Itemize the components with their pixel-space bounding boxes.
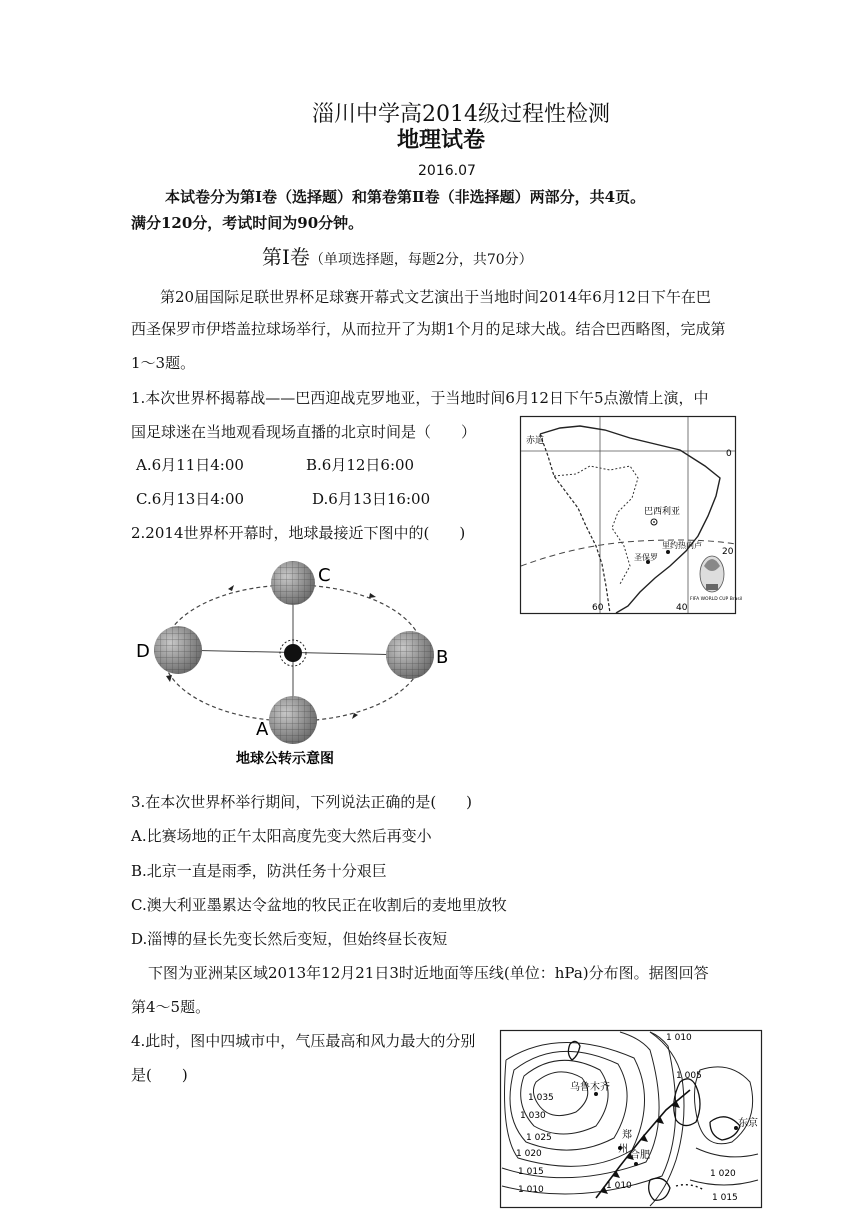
isobar-1020-left: 1 020: [516, 1149, 542, 1159]
orbit-caption: 地球公转示意图: [236, 751, 334, 767]
rio-label: 里约热内卢: [662, 541, 702, 550]
passage2-line-1: 下图为亚洲某区域2013年12月21日3时近地面等压线(单位：hPa)分布图。据图回答: [148, 964, 709, 982]
tokyo-label: 东京: [738, 1118, 758, 1129]
wulumuqi-label: 乌鲁木齐: [570, 1082, 610, 1093]
q3-option-b: B.北京一直是雨季，防洪任务十分艰巨: [131, 862, 387, 880]
earth-d-icon: [154, 626, 202, 674]
orbit-arrow-icon: [228, 585, 234, 591]
q1-stem-line-2: 国足球迷在当地观看现场直播的北京时间是（ ）: [131, 423, 477, 441]
passage2-line-2: 第4～5题。: [131, 998, 211, 1016]
passage1-line-3: 1～3题。: [131, 354, 196, 372]
lon60-label: 60: [592, 603, 604, 613]
earth-b-icon: [386, 631, 434, 679]
q1-option-a: A.6月11日4:00: [136, 456, 244, 474]
q2-stem: 2.2014世界杯开幕时，地球最接近下图中的( ): [131, 524, 466, 542]
q3-option-c: C.澳大利亚墨累达令盆地的牧民正在收割后的麦地里放牧: [131, 896, 507, 914]
isobar-1025: 1 025: [526, 1133, 552, 1143]
intro-line-2: 满分120分，考试时间为90分钟。: [131, 214, 364, 232]
q3-option-d: D.淄博的昼长先变长然后变短，但始终昼长夜短: [131, 930, 448, 948]
lon40-label: 40: [676, 603, 688, 613]
passage1-line-2: 西圣保罗市伊塔盖拉球场举行，从而拉开了为期1个月的足球大战。结合巴西略图，完成第: [131, 320, 726, 338]
earth-a-icon: [269, 696, 317, 744]
label-d: D: [136, 641, 150, 662]
label-a: A: [256, 719, 269, 740]
isobar-1005: 1 005: [676, 1071, 702, 1081]
orbit-arrow-icon: [369, 593, 376, 598]
intro-line-1: 本试卷分为第Ⅰ卷（选择题）和第卷第Ⅱ卷（非选择题）两部分，共4页。: [165, 188, 646, 206]
exam-date: 2016.07: [418, 163, 476, 179]
isobar-1035: 1 035: [528, 1093, 554, 1103]
isobar-map: [500, 1030, 762, 1208]
zero-label: 0: [726, 449, 732, 459]
q3-stem: 3.在本次世界杯举行期间，下列说法正确的是( ): [131, 793, 473, 811]
rio-marker: [666, 550, 670, 554]
q4-stem-line-2: 是( ): [131, 1066, 188, 1084]
brazil-map: [520, 416, 743, 614]
isobar-1020-right: 1 020: [710, 1169, 736, 1179]
q4-stem-line-1: 4.此时，图中四城市中，气压最高和风力最大的分别: [131, 1032, 476, 1050]
isobar-1015-left: 1 015: [518, 1167, 544, 1177]
saopaulo-label: 圣保罗: [634, 553, 658, 562]
section-title: 第Ⅰ卷: [262, 245, 310, 269]
hefei-label: 合肥: [630, 1150, 650, 1161]
zhengzhou-label-a: 郑: [622, 1130, 632, 1141]
orbit-arrow-icon: [166, 675, 172, 682]
hefei-marker: [634, 1162, 638, 1166]
q3-option-a: A.比赛场地的正午太阳高度先变大然后再变小: [131, 827, 432, 845]
brasilia-label: 巴西利亚: [644, 507, 681, 517]
fifa-logo-text: FIFA WORLD CUP Brasil: [690, 597, 743, 602]
q1-option-d: D.6月13日16:00: [312, 490, 431, 508]
label-c: C: [318, 565, 331, 586]
q1-option-c: C.6月13日4:00: [136, 490, 245, 508]
passage1-line-1: 第20届国际足联世界杯足球赛开幕式文艺演出于当地时间2014年6月12日下午在巴: [160, 288, 711, 306]
equator-label: 赤道: [526, 436, 545, 446]
earth-c-icon: [271, 561, 315, 605]
isobar-1015-right: 1 015: [712, 1193, 738, 1203]
subject-title: 地理试卷: [397, 128, 486, 153]
q1-option-b: B.6月12日6:00: [306, 456, 415, 474]
isobar-1010-bottom: 1 010: [606, 1181, 632, 1191]
section-note: （单项选择题，每题2分，共70分）: [309, 252, 533, 268]
q1-stem-line-1: 1.本次世界杯揭幕战——巴西迎战克罗地亚，于当地时间6月12日下午5点激情上演，中: [131, 389, 709, 407]
isobar-1010-top: 1 010: [666, 1033, 692, 1043]
label-b: B: [436, 647, 449, 668]
section-heading: [262, 246, 533, 271]
zhengzhou-label-b: 州: [618, 1144, 628, 1155]
isobar-1030: 1 030: [520, 1111, 546, 1121]
isobar-1010-left: 1 010: [518, 1185, 544, 1195]
orbit-figure: [130, 555, 470, 773]
lat20-label: 20: [722, 547, 734, 557]
exam-title: 淄川中学高2014级过程性检测: [312, 102, 610, 127]
